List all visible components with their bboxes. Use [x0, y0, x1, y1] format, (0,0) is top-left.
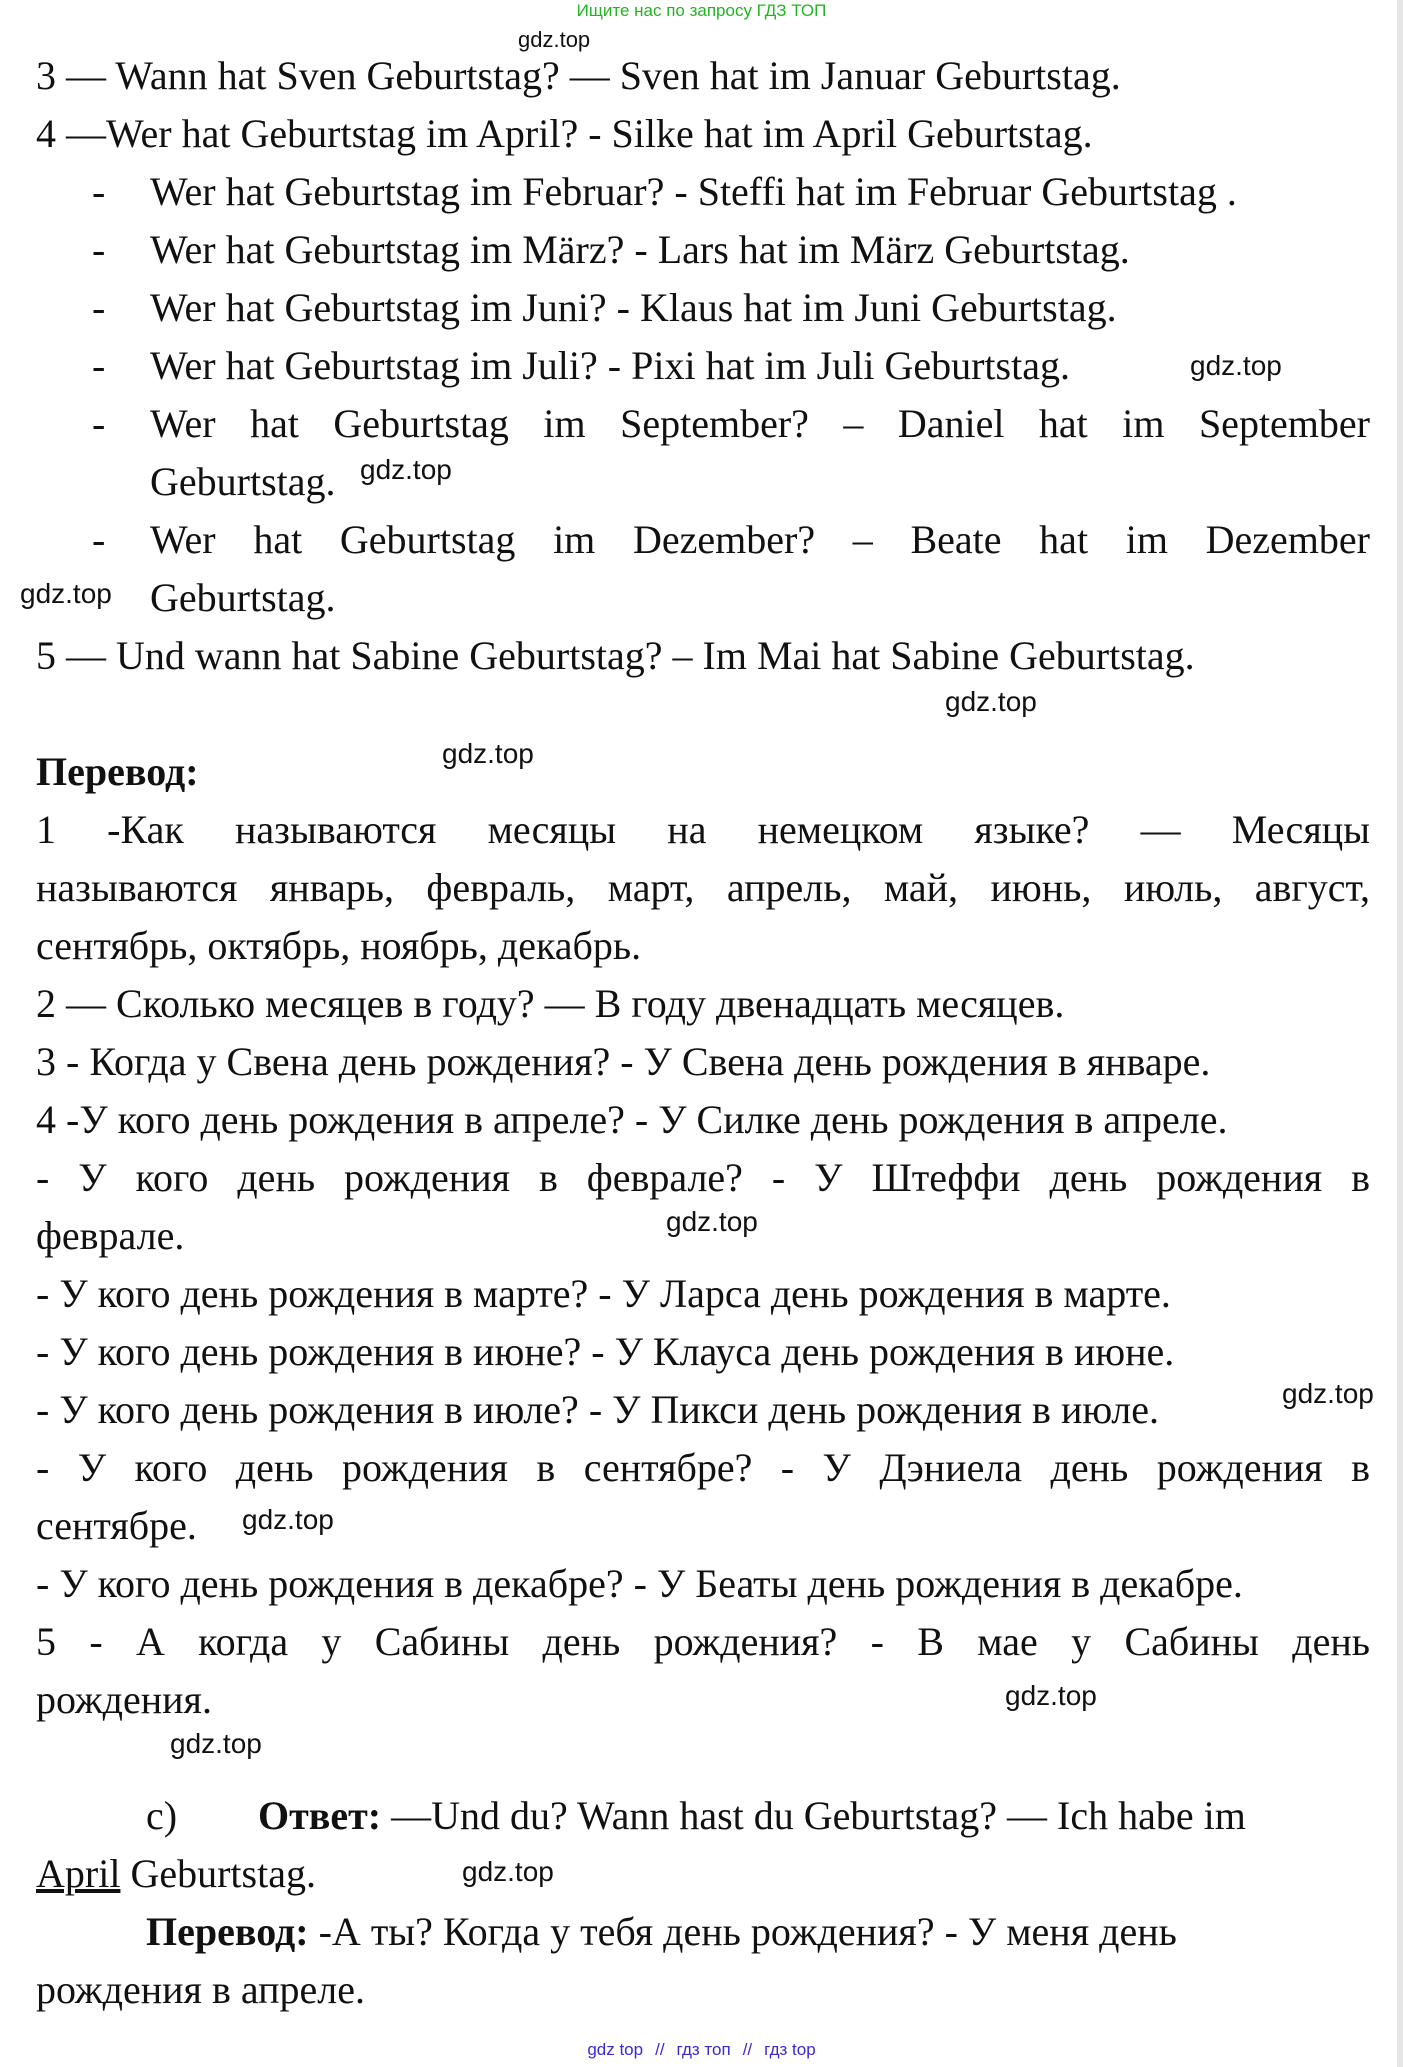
answer-label: Ответ:: [258, 1793, 382, 1838]
watermark: gdz.top: [945, 686, 1037, 717]
translation-line-9b: сентябре.: [36, 1503, 197, 1548]
dash-line-4: Wer hat Geburtstag im Juli? - Pixi hat im Juli Geburtstag.: [150, 343, 1070, 388]
watermark: gdz.top: [442, 738, 534, 769]
dash-line-5a: Wer hat Geburtstag im September? – Daniel hat im September: [150, 401, 1370, 446]
dash: -: [92, 401, 106, 446]
watermark: gdz.top: [1190, 350, 1282, 381]
line-5: 5 — Und wann hat Sabine Geburtstag? – Im Mai hat Sabine Geburtstag.: [36, 633, 1195, 678]
translation-line-10: - У кого день рождения в декабре? - У Беаты день рождения в декабре.: [36, 1561, 1243, 1606]
watermark: gdz.top: [666, 1206, 758, 1237]
dash-line-5b: Geburtstag.: [150, 459, 336, 504]
translation-line-1b: называются январь, февраль, март, апрель, май, июнь, июль, август,: [36, 865, 1370, 910]
dash: -: [92, 285, 106, 330]
dash: -: [92, 343, 106, 388]
watermark: gdz.top: [20, 578, 112, 609]
translation-line-11a: 5 - А когда у Сабины день рождения? - В мае у Сабины день: [36, 1619, 1370, 1664]
dash-line-1: Wer hat Geburtstag im Februar? - Steffi hat im Februar Geburtstag .: [150, 169, 1237, 214]
dash-line-6b: Geburtstag.: [150, 575, 336, 620]
footer-separator: //: [655, 2040, 665, 2059]
scrollbar-edge[interactable]: [1397, 0, 1403, 2067]
footer-link-gdz-top-ru[interactable]: гдз топ: [676, 2040, 731, 2059]
watermark: gdz.top: [462, 1856, 554, 1887]
translation-line-7: - У кого день рождения в июне? - У Клауса день рождения в июне.: [36, 1329, 1175, 1374]
answer-line-a: [258, 1792, 1370, 1840]
answer-translation-line-a: [146, 1908, 1177, 1956]
watermark: gdz.top: [1282, 1378, 1374, 1409]
watermark: gdz.top: [170, 1728, 262, 1759]
dash: -: [92, 517, 106, 562]
translation-line-1c: сентябрь, октябрь, ноябрь, декабрь.: [36, 923, 642, 968]
footer-separator: //: [742, 2040, 753, 2059]
answer-april: April: [36, 1851, 121, 1896]
dash: -: [92, 169, 106, 214]
top-banner[interactable]: Ищите нас по запросу ГДЗ ТОП: [576, 1, 827, 20]
answer-text-b: Geburtstag.: [120, 1851, 316, 1896]
translation-line-2: 2 — Сколько месяцев в году? — В году двенадцать месяцев.: [36, 981, 1065, 1026]
dash: -: [92, 227, 106, 272]
footer-link-gdz-top[interactable]: gdz top: [587, 2040, 644, 2059]
answer-label-c: c): [146, 1793, 178, 1838]
footer-link-gdz-top-mixed[interactable]: гдз top: [764, 2040, 816, 2059]
translation-line-5a: - У кого день рождения в феврале? - У Штеффи день рождения в: [36, 1155, 1370, 1200]
translation-line-8: - У кого день рождения в июле? - У Пикси день рождения в июле.: [36, 1387, 1159, 1432]
answer-text-a: —Und du? Wann hast du Geburtstag? — Ich habe im: [381, 1793, 1246, 1838]
answer-translation-text-a: -А ты? Когда у тебя день рождения? - У меня день: [308, 1909, 1177, 1954]
translation-line-6: - У кого день рождения в марте? - У Ларса день рождения в марте.: [36, 1271, 1171, 1316]
answer-translation-label: Перевод:: [146, 1909, 309, 1954]
watermark: gdz.top: [242, 1504, 334, 1535]
answer-translation-line-b: рождения в апреле.: [36, 1967, 365, 2012]
answer-line-b: [36, 1850, 316, 1898]
footer-links: [0, 2040, 1403, 2060]
dash-line-6a: Wer hat Geburtstag im Dezember? – Beate hat im Dezember: [150, 517, 1370, 562]
translation-line-3: 3 - Когда у Свена день рождения? - У Свена день рождения в январе.: [36, 1039, 1211, 1084]
translation-line-9a: - У кого день рождения в сентябре? - У Дэниела день рождения в: [36, 1445, 1370, 1490]
line-3: 3 — Wann hat Sven Geburtstag? — Sven hat im Januar Geburtstag.: [36, 53, 1121, 98]
translation-heading: Перевод:: [36, 749, 199, 794]
dash-line-3: Wer hat Geburtstag im Juni? - Klaus hat im Juni Geburtstag.: [150, 285, 1117, 330]
translation-line-1a: 1 -Как называются месяцы на немецком языке? — Месяцы: [36, 807, 1370, 852]
watermark: gdz.top: [518, 27, 591, 52]
translation-line-4: 4 -У кого день рождения в апреле? - У Силке день рождения в апреле.: [36, 1097, 1228, 1142]
line-4: 4 —Wer hat Geburtstag im April? - Silke hat im April Geburtstag.: [36, 111, 1093, 156]
watermark: gdz.top: [1005, 1680, 1097, 1711]
watermark: gdz.top: [360, 454, 452, 485]
translation-line-11b: рождения.: [36, 1677, 212, 1722]
dash-line-2: Wer hat Geburtstag im März? - Lars hat im März Geburtstag.: [150, 227, 1130, 272]
translation-line-5b: феврале.: [36, 1213, 185, 1258]
